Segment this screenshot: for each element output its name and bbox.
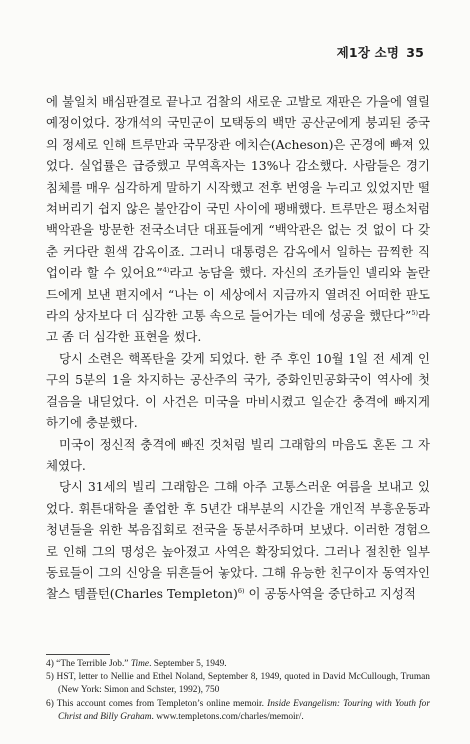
footnote	[46, 658, 430, 671]
paragraph	[46, 476, 430, 604]
text-run: 6) This account comes from Templeton’s online memoir.	[46, 698, 268, 709]
paragraph	[46, 91, 430, 348]
italic-title: Inside Evangelism: Touring with Youth for Christ and Billy Graham	[58, 698, 430, 722]
text-run: . www.templetons.com/charles/memoir/.	[151, 711, 304, 722]
footnote-ref: 4)	[162, 266, 170, 275]
footnote	[46, 698, 430, 724]
footnote-divider	[46, 654, 110, 655]
body-text	[46, 91, 430, 605]
text-run: 4) “The Terrible Job.”	[46, 659, 131, 669]
text-run: 이 공동사역을 중단하고 지성적	[244, 586, 416, 602]
paragraph	[46, 434, 430, 477]
text-run: 당시 소련은 핵폭탄을 갖게 되었다. 한 주 후인 10월 1일 전 세계 인구의 5분의 1을 차지하는 공산주의 국가, 중화인민공화국이 역사에 첫 걸음을 내딛었다. 이 사건은 미국을 마비시켰고 일순간 충격에 빠지게 하기에 충분했다.	[46, 350, 430, 431]
footnote-ref: 5)	[411, 308, 419, 317]
footnotes	[46, 658, 430, 724]
footnote	[46, 671, 430, 697]
page-number: 35	[406, 45, 424, 60]
text-run: 미국이 정신적 충격에 빠진 것처럼 빌리 그래함의 마음도 혼돈 그 자체였다.	[46, 436, 430, 473]
text-run: 5) HST, letter to Nellie and Ethel Noland, September 8, 1949, quoted in David McCullough, Truman (New York: Simon and Schster, 1992), 750	[46, 672, 430, 696]
chapter-title: 제1장 소명	[336, 45, 400, 60]
text-run: 라고 좀 더 심각한 표현을 썼다.	[46, 308, 430, 345]
text-run: 에 불일치 배심판결로 끝나고 검찰의 새로운 고발로 재판은 가을에 열릴 예정이었다. 장개석의 국민군이 모택동의 백만 공산군에게 붕괴된 중국의 정세로 인해 트루만과 국무장관 에치슨(Acheson)은 곤경에 빠져 있었다. 실업률은 급증했고 무역흑자는 13%나 감소했다. 사람들은 경기침체를 매우 심각하게 말하기 시작했고 전후 번영을 누리고 있었지만 떨쳐버리기 쉽지 않은 불안감이 국민 사이에 팽배했다. 트루만은 평소처럼 백악관을 방문한 전국소녀단 대표들에게 “백악관은 없는 것 없이 다 갖춘 커다란 흰색 감옥이죠. 그러니 대통령은 감옥에서 일하는 끔찍한 직업이라 할 수 있어요”	[46, 94, 430, 281]
paragraph	[46, 348, 430, 434]
footnote-ref: 6)	[237, 587, 245, 596]
text-run: 당시 31세의 빌리 그래함은 그해 아주 고통스러운 여름을 보내고 있었다. 휘튼대학을 졸업한 후 5년간 대부분의 시간을 개인적 부흥운동과 청년들을 위한 복음집회로 전국을 동분서주하며 보냈다. 이러한 경험으로 인해 그의 명성은 높아졌고 사역은 확장되었다. 그러나 절친한 일부 동료들이 그의 신앙을 뒤흔들어 놓았다. 그해 유능한 친구이자 동역자인 찰스 템플턴(Charles Templeton)	[46, 479, 430, 602]
running-header	[337, 43, 424, 61]
text-run: 라고 농담을 했다. 자신의 조카들인 넬리와 놀란드에게 보낸 편지에서 “나는 이 세상에서 지금까지 열려진 어떠한 판도라의 상자보다 더 심각한 고통 속으로 들어가는 데에 성공을 했단다”	[46, 265, 430, 324]
italic-title: Time	[130, 659, 150, 669]
text-run: . September 5, 1949.	[149, 659, 227, 669]
